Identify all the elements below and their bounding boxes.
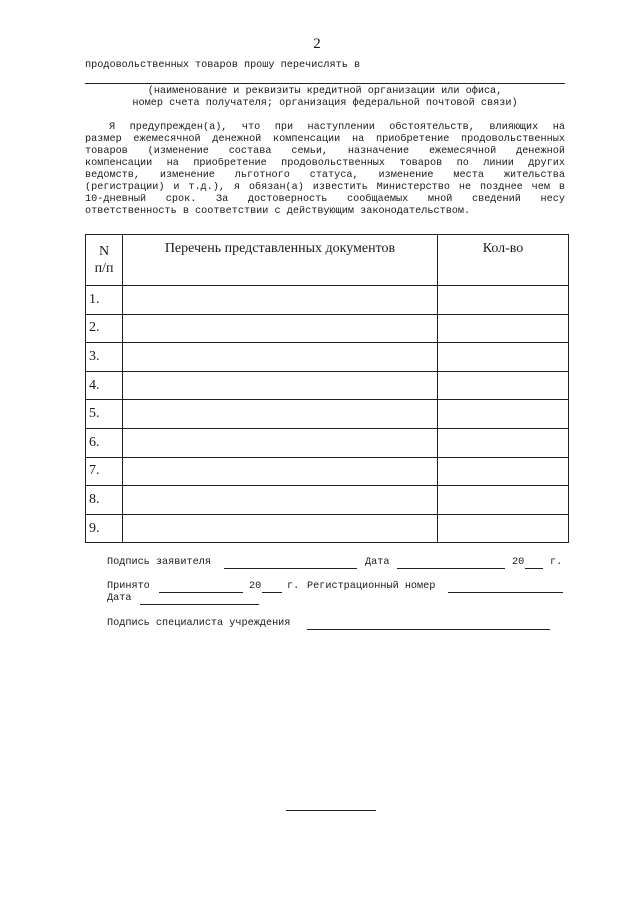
quantity-cell[interactable] — [438, 486, 569, 515]
quantity-cell[interactable] — [438, 371, 569, 400]
table-row — [86, 457, 569, 486]
accepted-date-label: Дата — [107, 593, 132, 604]
quantity-cell[interactable] — [438, 314, 569, 343]
applicant-date-field[interactable] — [397, 568, 505, 569]
row-number: 9. — [86, 514, 123, 543]
document-cell[interactable] — [123, 486, 438, 515]
row-number: 5. — [86, 400, 123, 429]
warning-paragraph — [85, 122, 565, 218]
header-quantity: Кол-во — [438, 235, 569, 286]
row-number: 7. — [86, 457, 123, 486]
table-row — [86, 371, 569, 400]
row-number: 6. — [86, 428, 123, 457]
paragraph-line: (регистрации) и т.д.), я обязан(а) известить Министерство не позднее чем в — [85, 182, 565, 193]
document-cell[interactable] — [123, 371, 438, 400]
applicant-signature-label: Подпись заявителя — [107, 557, 211, 568]
row-number: 4. — [86, 371, 123, 400]
document-cell[interactable] — [123, 343, 438, 372]
document-cell[interactable] — [123, 314, 438, 343]
header-number — [86, 235, 123, 286]
documents-table — [85, 234, 569, 543]
footer-rule — [286, 810, 376, 811]
caption-line-1: (наименование и реквизиты кредитной организации или офиса, — [147, 86, 503, 97]
quantity-cell[interactable] — [438, 343, 569, 372]
table-row — [86, 428, 569, 457]
registration-number-label: Регистрационный номер — [307, 581, 436, 592]
caption-line-2: номер счета получателя; организация федеральной почтовой связи) — [132, 98, 518, 109]
row-number: 8. — [86, 486, 123, 515]
accepted-year-suffix: г. — [287, 581, 300, 592]
paragraph-line: 10-дневный срок. За достоверность сообщаемых мной сведений несу — [85, 194, 565, 205]
quantity-cell[interactable] — [438, 286, 569, 315]
bank-details-line — [85, 83, 565, 84]
table-row — [86, 400, 569, 429]
applicant-date-label: Дата — [365, 557, 390, 568]
document-cell[interactable] — [123, 400, 438, 429]
document-cell[interactable] — [123, 457, 438, 486]
registration-number-field[interactable] — [448, 592, 563, 593]
header-documents: Перечень представленных документов — [123, 235, 438, 286]
accepted-label: Принято — [107, 581, 150, 592]
row-number: 1. — [86, 286, 123, 315]
row-number: 3. — [86, 343, 123, 372]
paragraph-line: ответственность в соответствии с действующим законодательством. — [85, 206, 471, 217]
accepted-date-field[interactable] — [159, 592, 243, 593]
accepted-second-date-field[interactable] — [140, 604, 259, 605]
table-row — [86, 314, 569, 343]
document-cell[interactable] — [123, 514, 438, 543]
specialist-signature-label: Подпись специалиста учреждения — [107, 618, 291, 629]
header-number-line1: N — [98, 244, 110, 259]
applicant-year-prefix: 20 — [512, 557, 525, 568]
row-number: 2. — [86, 314, 123, 343]
quantity-cell[interactable] — [438, 400, 569, 429]
header-number-line2: п/п — [94, 261, 114, 276]
table-header-row — [86, 235, 569, 286]
document-cell[interactable] — [123, 286, 438, 315]
paragraph-line: ведомств, изменение льготного статуса, изменение места жительства — [85, 170, 565, 181]
specialist-signature-field[interactable] — [307, 629, 550, 630]
intro-line: продовольственных товаров прошу перечислять в — [85, 60, 361, 71]
paragraph-line: размер ежемесячной денежной компенсации на приобретение продовольственных — [85, 134, 565, 145]
accepted-year-field[interactable] — [262, 592, 282, 593]
paragraph-line: товаров (изменение состава семьи, назначение ежемесячной денежной — [85, 146, 565, 157]
paragraph-line: компенсации на приобретение продовольственных товаров по линии других — [85, 158, 565, 169]
table-row — [86, 286, 569, 315]
accepted-year-prefix: 20 — [249, 581, 262, 592]
quantity-cell[interactable] — [438, 514, 569, 543]
table-row — [86, 514, 569, 543]
table-row — [86, 486, 569, 515]
page-number: 2 — [313, 36, 321, 52]
document-cell[interactable] — [123, 428, 438, 457]
quantity-cell[interactable] — [438, 457, 569, 486]
applicant-year-suffix: г. — [550, 557, 563, 568]
quantity-cell[interactable] — [438, 428, 569, 457]
paragraph-line: Я предупрежден(а), что при наступлении обстоятельств, влияющих на — [109, 122, 565, 133]
applicant-signature-field[interactable] — [224, 568, 357, 569]
applicant-year-field[interactable] — [525, 568, 543, 569]
table-row — [86, 343, 569, 372]
